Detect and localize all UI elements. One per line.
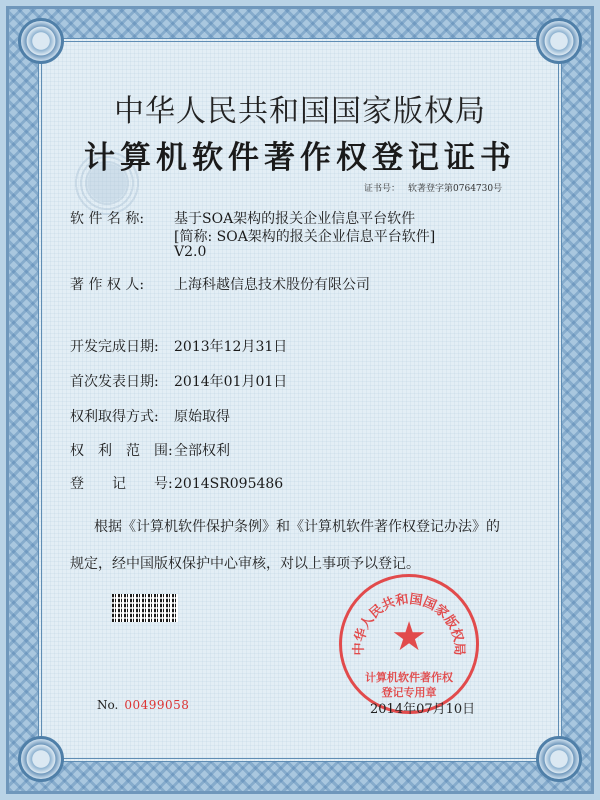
field-label: 软 件 名 称: xyxy=(70,211,145,227)
seal-arc-text: 中华人民共和国国家版权局 xyxy=(351,592,467,656)
field-label: 首次发表日期: xyxy=(70,374,159,390)
statement-line-1: 根据《计算机软件保护条例》和《计算机软件著作权登记办法》的 xyxy=(94,519,500,535)
field-value: 基于SOA架构的报关企业信息平台软件 xyxy=(174,211,416,227)
serial-number-value: 00499058 xyxy=(124,698,190,712)
certificate-number xyxy=(364,181,502,194)
seal-star-icon: ★ xyxy=(391,614,427,660)
field-value: 原始取得 xyxy=(174,409,230,425)
seal-line-1: 计算机软件著作权 xyxy=(365,671,453,684)
certificate-number-label: 证书号： xyxy=(364,184,401,194)
serial-number xyxy=(97,698,189,712)
serial-prefix: No. xyxy=(97,698,119,712)
seal-line-2: 登记专用章 xyxy=(381,686,437,699)
field-rights-scope xyxy=(70,440,230,460)
software-version: V2.0 xyxy=(174,244,207,260)
field-value: 上海科越信息技术股份有限公司 xyxy=(174,277,370,293)
barcode-icon xyxy=(112,594,178,622)
issuer-title: 中华人民共和国国家版权局 xyxy=(114,94,486,129)
field-acquisition-method xyxy=(70,406,230,426)
field-label: 登 记 号: xyxy=(70,476,173,492)
issue-date: 2014年07月10日 xyxy=(370,702,476,717)
certificate-number-value: 软著登字第0764730号 xyxy=(408,184,503,194)
field-label: 著 作 权 人: xyxy=(70,277,145,293)
field-label: 权利取得方式: xyxy=(70,409,159,425)
field-completion-date xyxy=(70,336,287,356)
corner-ornament-icon xyxy=(18,736,64,782)
corner-ornament-icon xyxy=(18,18,64,64)
field-software-name xyxy=(70,208,415,228)
field-value: 2014SR095486 xyxy=(174,476,284,492)
field-publication-date xyxy=(70,371,287,391)
certificate-title: 计算机软件著作权登记证书 xyxy=(84,140,516,176)
field-value: 全部权利 xyxy=(174,443,230,459)
field-copyright-owner xyxy=(70,274,370,294)
field-value: 2013年12月31日 xyxy=(174,339,288,355)
field-value: 2014年01月01日 xyxy=(174,374,288,390)
field-label: 开发完成日期: xyxy=(70,339,159,355)
software-short-name: [简称: SOA架构的报关企业信息平台软件] xyxy=(174,229,436,245)
statement-line-2: 规定，经中国版权保护中心审核，对以上事项予以登记。 xyxy=(70,556,420,572)
official-seal xyxy=(339,574,479,714)
field-label: 权 利 范 围: xyxy=(70,443,173,459)
field-registration-number xyxy=(70,473,283,493)
corner-ornament-icon xyxy=(536,736,582,782)
corner-ornament-icon xyxy=(536,18,582,64)
